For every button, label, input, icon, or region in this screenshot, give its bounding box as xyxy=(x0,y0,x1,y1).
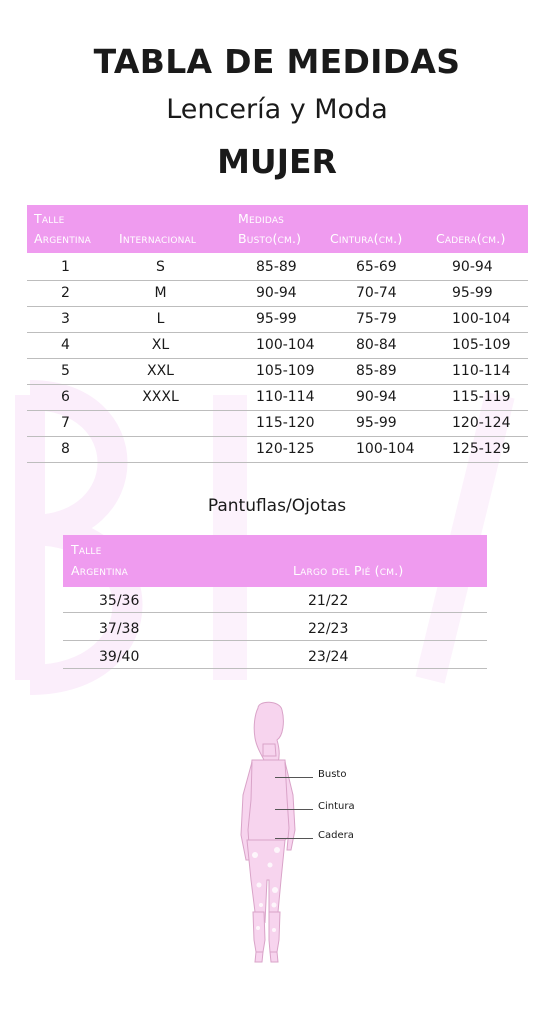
table-row xyxy=(63,616,487,641)
cell-talle: 8 xyxy=(61,441,70,457)
cell-talle: 6 xyxy=(61,389,70,405)
cell-talle: 3 xyxy=(61,311,70,327)
cell-talle: 4 xyxy=(61,337,70,353)
slippers-title: Pantuflas/Ojotas xyxy=(207,496,347,516)
woman-figure-illustration xyxy=(225,700,315,970)
cell-cintura: 95-99 xyxy=(356,415,397,431)
cell-busto: 105-109 xyxy=(256,363,315,379)
cell-cadera: 125-129 xyxy=(452,441,511,457)
cell-cadera: 110-114 xyxy=(452,363,511,379)
cell-cintura: 80-84 xyxy=(356,337,397,353)
page-subtitle: Lencería y Moda xyxy=(166,94,388,125)
cell-internacional: L xyxy=(156,311,165,327)
header-busto: Busto(cm.) xyxy=(238,231,302,246)
table-row xyxy=(27,306,528,333)
label-cadera: Cadera xyxy=(318,830,354,841)
header-largo: Largo del Pié (cm.) xyxy=(293,563,404,578)
cell-busto: 115-120 xyxy=(256,415,315,431)
main-table-header xyxy=(27,205,528,253)
cell-cadera: 95-99 xyxy=(452,285,493,301)
table-row xyxy=(27,436,528,463)
cell-busto: 110-114 xyxy=(256,389,315,405)
cadera-leader-line xyxy=(275,838,313,839)
cell-cintura: 65-69 xyxy=(356,259,397,275)
table-row xyxy=(27,332,528,359)
cell-busto: 100-104 xyxy=(256,337,315,353)
header-internacional: Internacional xyxy=(119,231,197,246)
cell-talle: 39/40 xyxy=(99,649,140,665)
cell-busto: 85-89 xyxy=(256,259,297,275)
cell-internacional: XXXL xyxy=(142,389,179,405)
cell-busto: 90-94 xyxy=(256,285,297,301)
category-title: MUJER xyxy=(217,142,337,181)
cell-talle: 1 xyxy=(61,259,70,275)
header-talle-line1: Talle xyxy=(71,542,102,557)
header-talle-line2: Argentina xyxy=(71,563,129,578)
cell-largo: 21/22 xyxy=(308,593,349,609)
table-row xyxy=(63,588,487,613)
cell-internacional: XXL xyxy=(147,363,174,379)
header-talle-line1: Talle xyxy=(34,211,65,226)
page-title: TABLA DE MEDIDAS xyxy=(93,42,461,81)
cell-internacional: M xyxy=(154,285,167,301)
cintura-leader-line xyxy=(275,809,313,810)
header-medidas: Medidas xyxy=(238,211,285,226)
cell-talle: 5 xyxy=(61,363,70,379)
table-row xyxy=(27,280,528,307)
header-cintura: Cintura(cm.) xyxy=(330,231,403,246)
cell-busto: 120-125 xyxy=(256,441,315,457)
label-busto: Busto xyxy=(318,769,347,780)
table-row xyxy=(27,384,528,411)
cell-cadera: 105-109 xyxy=(452,337,511,353)
cell-cadera: 120-124 xyxy=(452,415,511,431)
cell-cintura: 100-104 xyxy=(356,441,415,457)
slippers-table-header xyxy=(63,535,487,587)
cell-cadera: 115-119 xyxy=(452,389,511,405)
busto-leader-line xyxy=(275,777,313,778)
header-talle-line2: Argentina xyxy=(34,231,92,246)
cell-largo: 22/23 xyxy=(308,621,349,637)
table-row xyxy=(63,644,487,669)
cell-cintura: 75-79 xyxy=(356,311,397,327)
cell-cadera: 100-104 xyxy=(452,311,511,327)
cell-busto: 95-99 xyxy=(256,311,297,327)
header-cadera: Cadera(cm.) xyxy=(436,231,506,246)
cell-cadera: 90-94 xyxy=(452,259,493,275)
cell-cintura: 90-94 xyxy=(356,389,397,405)
cell-talle: 35/36 xyxy=(99,593,140,609)
label-cintura: Cintura xyxy=(318,801,355,812)
table-row xyxy=(27,410,528,437)
cell-internacional: S xyxy=(156,259,165,275)
cell-talle: 2 xyxy=(61,285,70,301)
cell-cintura: 85-89 xyxy=(356,363,397,379)
cell-talle: 37/38 xyxy=(99,621,140,637)
cell-cintura: 70-74 xyxy=(356,285,397,301)
table-row xyxy=(27,358,528,385)
table-row xyxy=(27,254,528,281)
cell-internacional: XL xyxy=(151,337,170,353)
cell-talle: 7 xyxy=(61,415,70,431)
cell-largo: 23/24 xyxy=(308,649,349,665)
